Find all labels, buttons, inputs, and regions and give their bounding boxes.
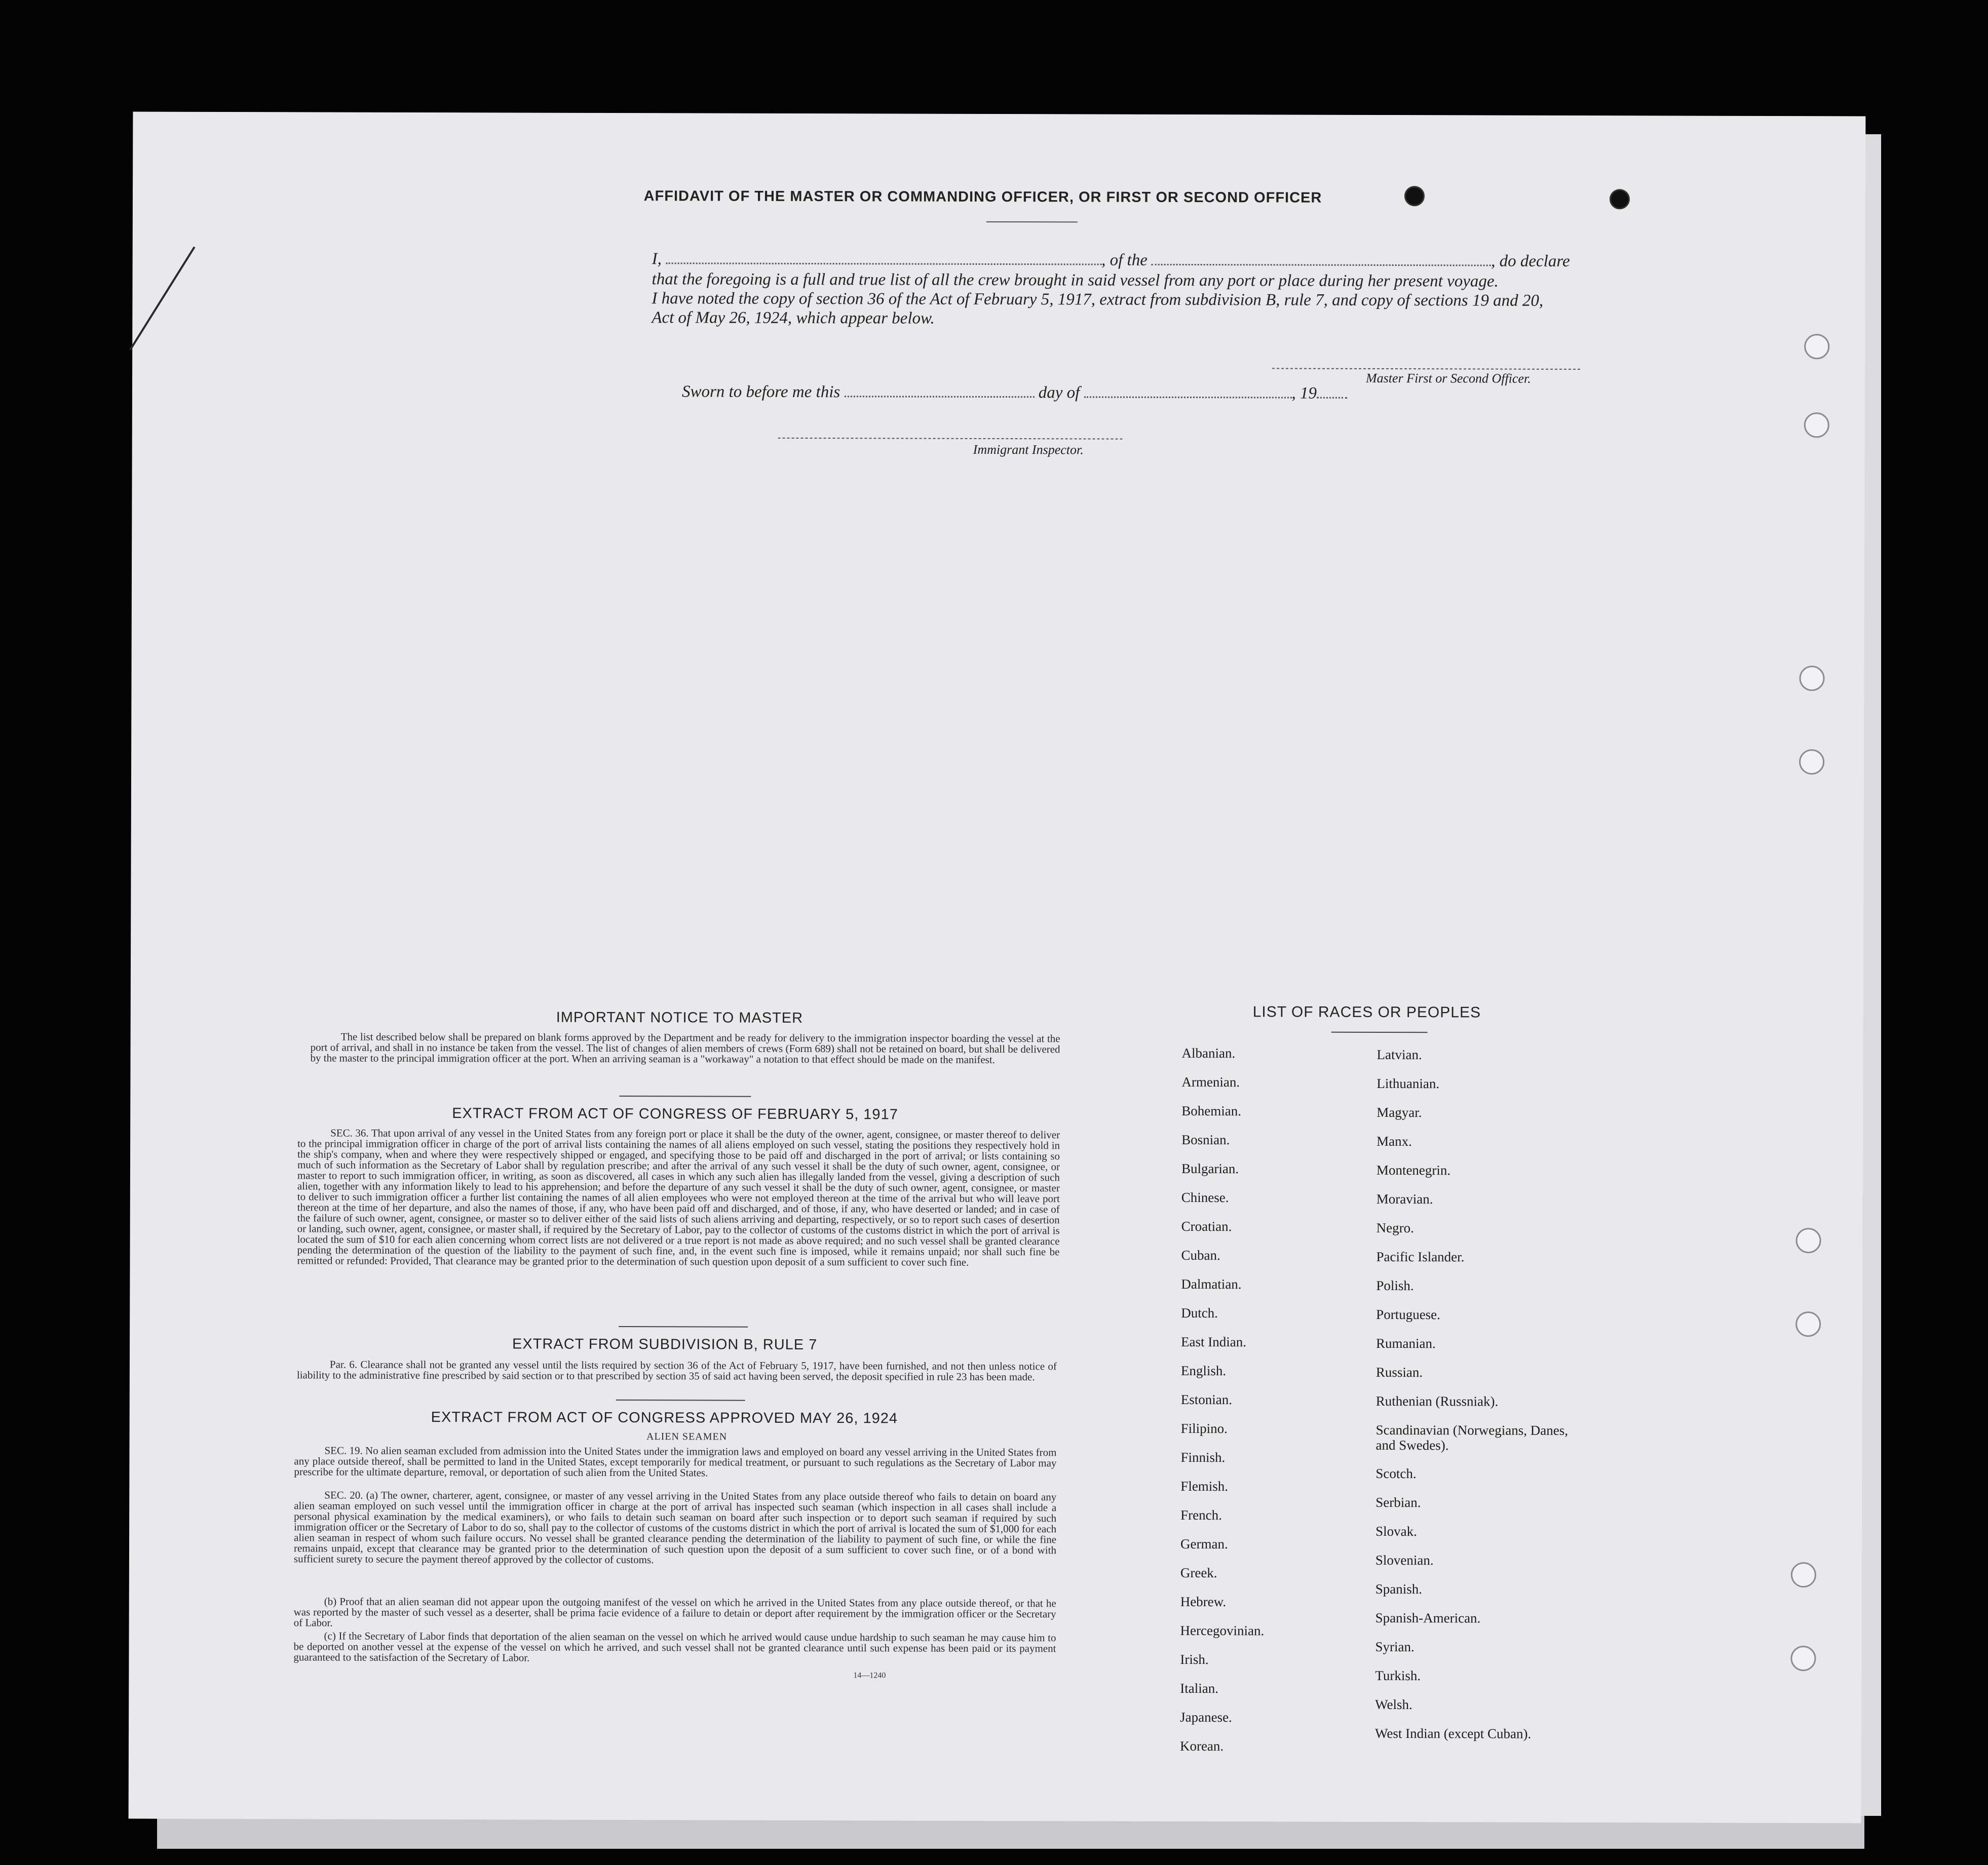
punch-hole xyxy=(1796,1228,1821,1253)
races-left-column xyxy=(1180,1045,1266,1767)
race-item: Moravian. xyxy=(1376,1191,1433,1207)
punch-hole xyxy=(1790,1646,1816,1671)
notice-title: IMPORTANT NOTICE TO MASTER xyxy=(556,1009,804,1026)
race-item: Welsh. xyxy=(1375,1696,1412,1713)
race-item: Russian. xyxy=(1375,1364,1423,1380)
race-item: Hercegovinian. xyxy=(1180,1622,1265,1639)
extract-rule7-body: Par. 6. Clearance shall not be granted any vessel until the lists required by section 36 of the Act of February 5, 1917, have been furnished, and not then unless notice of liability to the administrative fine prescribed by said section or to that prescribed by section 35 of said act having been served, the deposit specified in rule 23 has been made. xyxy=(296,1358,1057,1383)
race-item: Slovenian. xyxy=(1375,1552,1434,1568)
sworn-month-blank xyxy=(1084,384,1292,398)
race-item: Bohemian. xyxy=(1181,1103,1242,1119)
race-item: Turkish. xyxy=(1375,1667,1421,1684)
title-rule xyxy=(986,221,1078,222)
race-item: Negro. xyxy=(1376,1220,1414,1236)
race-item: Bosnian. xyxy=(1181,1132,1230,1148)
race-item: Flemish. xyxy=(1180,1478,1229,1494)
race-item: Armenian. xyxy=(1181,1074,1240,1090)
race-item: Bulgarian. xyxy=(1181,1160,1239,1177)
extract-1924-sec20b: (b) Proof that an alien seaman did not appear upon the outgoing manifest of the vessel on which he arrived in the United States from any place outside thereof, or that he was reported by the master of such vessel as a deserter, shall be prima facie evidence of a failure to detain or deport after requirement by the immigration officer or the Secretary of Labor. xyxy=(293,1595,1056,1629)
punch-hole xyxy=(1799,666,1824,691)
race-item: Scandinavian (Norwegians, Danes, and Swedes). xyxy=(1375,1422,1569,1453)
sworn-line xyxy=(682,382,1347,403)
alien-seamen-subtitle: ALIEN SEAMEN xyxy=(646,1431,728,1443)
extract-1917-title: EXTRACT FROM ACT OF CONGRESS OF FEBRUARY 5, 1917 xyxy=(452,1105,898,1123)
divider xyxy=(616,1400,745,1401)
race-item: French. xyxy=(1180,1507,1222,1523)
race-item: Spanish. xyxy=(1375,1581,1423,1597)
race-item: Filipino. xyxy=(1180,1420,1228,1436)
punch-hole xyxy=(1799,749,1824,774)
race-item: Scotch. xyxy=(1375,1465,1417,1482)
race-item: Syrian. xyxy=(1375,1639,1414,1655)
extract-1924-sec20c: (c) If the Secretary of Labor finds that deportation of the alien seaman on the vessel on which he arrived would cause undue hardship to such seaman he may cause him to be deported on another vessel at the expense of the vessel on which he arrived, and such vessel shall not be granted clearance until such expense has been paid or its payment guaranteed to the satisfaction of the Secretary of Labor. xyxy=(293,1629,1056,1664)
affidavit-line-4: Act of May 26, 1924, which appear below. xyxy=(652,308,935,328)
divider xyxy=(619,1096,751,1097)
race-item: Chinese. xyxy=(1181,1189,1229,1206)
punch-hole xyxy=(1791,1562,1816,1587)
inspector-signature-line xyxy=(778,438,1123,440)
race-item: Greek. xyxy=(1180,1565,1217,1581)
race-item: Pacific Islander. xyxy=(1376,1249,1465,1265)
affidavit-line-1 xyxy=(652,250,1570,271)
sworn-day-of: day of xyxy=(1038,383,1080,402)
race-item: Japanese. xyxy=(1180,1709,1232,1725)
extract-1924-sec19: SEC. 19. No alien seaman excluded from admission into the United States under the immigration laws and employed on board any vessel arriving in the United States from any place outside thereof, shall be permitted to land in the United States, except temporarily for medical treatment, or pursuant to such regulations as the Secretary of Labor may prescribe for the ultimate departure, removal, or deportation of such alien from the United States. xyxy=(294,1444,1057,1479)
notice-body: The list described below shall be prepared on blank forms approved by the Department and be ready for delivery to the immigration inspector boarding the vessel at the port of arrival, and shall in no instance be taken from the vessel. The list of changes of alien members of crews (Form 689) shall not be retained on board, but shall be delivered by the master to the principal immigration officer at the port. When an arriving seaman is a "workaway" a notation to that effect should be made on the manifest. xyxy=(310,1030,1060,1066)
race-item: Latvian. xyxy=(1377,1046,1422,1063)
sworn-text: Sworn to before me this xyxy=(681,382,840,402)
race-item: Manx. xyxy=(1377,1133,1412,1149)
divider xyxy=(619,1326,748,1328)
punch-hole xyxy=(1795,1311,1821,1337)
extract-1924-sec20a: SEC. 20. (a) The owner, charterer, agent, consignee, or master of any vessel arriving in the United States from any place outside thereof who fails to detain on board any alien seaman employed on such vessel until the immigration officer in charge at the port of arrival has inspected such seaman (which inspection in all cases shall include a personal physical examination by the medical examiners), or who fails to detain such seaman on board after such inspection or to deport such seaman if required by such immigration officer or the Secretary of Labor to do so, shall pay to the collector of customs of the customs district in which the port of arrival is located the sum of $1,000 for each alien seaman in respect of whom such failure occurs. No vessel shall be granted clearance pending the determination of the liability to payment of such fine, or while the fine remains unpaid, except that clearance may be granted prior to the determination of such question upon the deposit of a sum sufficient to cover such fine, or of a bond with sufficient surety to secure the payment thereof approved by the collector of customs. xyxy=(293,1489,1057,1566)
sworn-day-blank xyxy=(844,383,1034,398)
race-item: Irish. xyxy=(1180,1651,1209,1667)
affidavit-i: I, xyxy=(652,250,662,268)
race-item: Serbian. xyxy=(1375,1494,1421,1510)
race-item: Rumanian. xyxy=(1376,1335,1436,1351)
race-item: Portuguese. xyxy=(1376,1306,1440,1323)
race-item: Estonian. xyxy=(1180,1391,1233,1408)
race-item: Polish. xyxy=(1376,1277,1414,1294)
races-title: LIST OF RACES OR PEOPLES xyxy=(1252,1003,1481,1021)
race-item: German. xyxy=(1180,1536,1228,1552)
race-item: Cuban. xyxy=(1181,1247,1220,1263)
race-item: Lithuanian. xyxy=(1377,1075,1440,1092)
master-signature-line xyxy=(1272,368,1581,370)
name-blank xyxy=(666,250,1101,265)
race-item: Dalmatian. xyxy=(1181,1276,1242,1292)
vessel-blank xyxy=(1152,252,1491,266)
form-number: 14—1240 xyxy=(853,1671,886,1680)
race-item: Albanian. xyxy=(1181,1045,1236,1061)
race-item: Italian. xyxy=(1180,1680,1219,1696)
race-item: West Indian (except Cuban). xyxy=(1375,1725,1532,1741)
race-item: Magyar. xyxy=(1377,1104,1422,1120)
affidavit-of-the: , of the xyxy=(1101,251,1148,269)
race-item: East Indian. xyxy=(1181,1334,1247,1350)
affidavit-line-3: I have noted the copy of section 36 of the Act of February 5, 1917, extract from subdivision B, rule 7, and copy of sections 19 and 20, xyxy=(652,289,1544,310)
extract-1924-title: EXTRACT FROM ACT OF CONGRESS APPROVED MAY 26, 1924 xyxy=(431,1409,898,1427)
race-item: Croatian. xyxy=(1181,1218,1232,1234)
divider xyxy=(1331,1032,1428,1033)
races-right-column xyxy=(1375,1047,1590,1755)
race-item: Hebrew. xyxy=(1180,1594,1227,1610)
extract-1917-body: SEC. 36. That upon arrival of any vessel in the United States from any foreign port or place it shall be the duty of the owner, agent, consignee, or master thereof to deliver to the principal immigration officer in charge of the port of arrival lists containing the names of all aliens employed on such vessel, stating the positions they respectively hold in the ship's company, when and where they were respectively shipped or engaged, and specifying those to be paid off and discharged in the port of arrival; or lists containing so much of such information as the Secretary of Labor shall by regulation prescribe; and after the arrival of any such vessel it shall be the duty of such owner, agent, consignee, or master to report to such immigration officer, in writing, as soon as discovered, all cases in which any such alien has illegally landed from the vessel, giving a description of such alien, together with any information likely to lead to his apprehension; and before the departure of any such vessel it shall be the duty of such owner, agent, consignee, or master to deliver to such immigration officer a further list containing the names of all alien employees who were not employed thereon at the time of the arrival but who will leave port thereon at the time of her departure, and also the names of those, if any, who have been paid off and discharged, and of those, if any, who have deserted or landed; and in case of the failure of such owner, agent, consignee, or master so to deliver either of the said lists of such aliens arriving and departing, respectively, or so to report such cases of desertion or landing, such owner, agent, consignee, or master shall, if required by the Secretary of Labor, pay to the collector of customs of the customs district in which the port of arrival is located the sum of $10 for each alien concerning whom correct lists are not delivered or a true report is not made as above required; and no such vessel shall be granted clearance pending the determination of the question of the liability to the payment of such fine, and, in the event such fine is imposed, while it remains unpaid; nor shall such fine be remitted or refunded: Provided, That clearance may be granted prior to the determination of such question upon deposit of a sum sufficient to cover such fine. xyxy=(297,1126,1060,1268)
inspector-signature-label: Immigrant Inspector. xyxy=(973,442,1084,457)
punch-hole xyxy=(1804,334,1829,359)
race-item: Ruthenian (Russniak). xyxy=(1375,1393,1499,1409)
race-item: Spanish-American. xyxy=(1375,1610,1481,1626)
race-item: Finnish. xyxy=(1180,1449,1226,1465)
race-item: Slovak. xyxy=(1375,1523,1417,1539)
affidavit-line-2: that the foregoing is a full and true list of all the crew brought in said vessel from any port or place during her present voyage. xyxy=(652,270,1499,291)
race-item: Korean. xyxy=(1179,1738,1224,1754)
affidavit-do-declare: , do declare xyxy=(1491,252,1570,270)
sworn-year: , 19 xyxy=(1291,384,1317,403)
extract-rule7-title: EXTRACT FROM SUBDIVISION B, RULE 7 xyxy=(512,1336,818,1353)
document-page xyxy=(129,112,1866,1823)
master-signature-label: Master First or Second Officer. xyxy=(1366,370,1531,386)
race-item: Montenegrin. xyxy=(1376,1162,1451,1178)
sworn-year-blank xyxy=(1317,385,1347,399)
punch-hole xyxy=(1804,412,1829,438)
race-item: Dutch. xyxy=(1181,1305,1218,1321)
affidavit-title: AFFIDAVIT OF THE MASTER OR COMMANDING OFFICER, OR FIRST OR SECOND OFFICER xyxy=(643,188,1322,206)
race-item: English. xyxy=(1180,1363,1227,1379)
